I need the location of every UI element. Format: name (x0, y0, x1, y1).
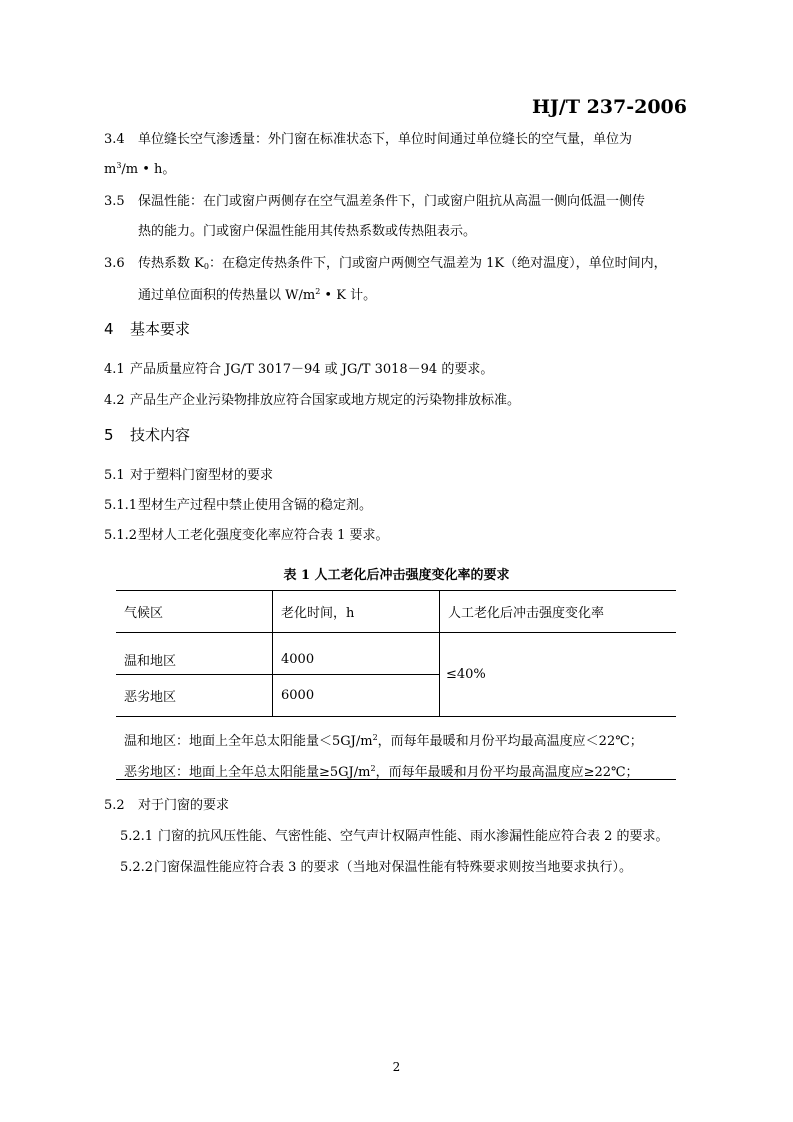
clause-text: 门窗的抗风压性能、气密性能、空气声计权隔声性能、雨水渗漏性能应符合表 2 的要求。 (158, 829, 669, 844)
hours-cell: 4000 (273, 633, 440, 675)
table-header-row (116, 591, 676, 633)
rate-cell-merged: ≤40% (440, 633, 677, 717)
clause-number: 5.2.1 (120, 829, 154, 844)
clause-number: 5.1.2 (104, 528, 138, 543)
clause-text: 单位缝长空气渗透量：外门窗在标准状态下，单位时间通过单位缝长的空气量，单位为 (138, 132, 633, 147)
unit-text: m (104, 162, 117, 177)
superscript: 2 (370, 764, 376, 773)
heading-number: 4 (104, 320, 114, 338)
clause-text: 产品质量应符合 JG/T 3017－94 或 JG/T 3018－94 的要求。 (130, 362, 494, 377)
table-caption: 表 1 人工老化后冲击强度变化率的要求 (283, 568, 510, 583)
clause-number: 3.4 (104, 132, 125, 147)
clause-text: 产品生产企业污染物排放应符合国家或地方规定的污染物排放标准。 (130, 393, 521, 408)
page-number: 2 (392, 1060, 401, 1074)
heading-title: 技术内容 (130, 426, 191, 444)
clause-3-5-cont: 热的能力。门或窗户保温性能用其传热系数或传热阻表示。 (138, 224, 477, 239)
clause-text: ：在稳定传热条件下，门或窗户两侧空气温差为 1K（绝对温度），单位时间内， (208, 256, 667, 271)
clause-number: 3.5 (104, 194, 125, 209)
heading-number: 5 (104, 426, 114, 444)
clause-text: 传热系数 K (138, 256, 204, 271)
clause-5-2-2 (120, 856, 632, 875)
table-row (116, 633, 676, 675)
zone-cell: 温和地区 (116, 633, 273, 675)
clause-5-1 (104, 464, 273, 483)
clause-3-6 (104, 252, 667, 271)
clause-text: 型材生产过程中禁止使用含镉的稳定剂。 (138, 498, 373, 513)
standard-code: HJ/T 237-2006 (531, 96, 687, 118)
clause-5-2-1 (120, 825, 669, 844)
aging-table (116, 590, 676, 717)
clause-3-6-cont (138, 284, 376, 303)
note-text: 恶劣地区：地面上全年总太阳能量≥5GJ/m (124, 765, 371, 780)
superscript: 2 (372, 733, 378, 742)
clause-number: 4.2 (104, 393, 125, 408)
clause-3-4 (104, 128, 632, 147)
unit-superscript: 3 (116, 161, 122, 170)
table-note (124, 730, 643, 749)
clause-number: 3.6 (104, 256, 125, 271)
heading-4 (104, 318, 190, 339)
clause-text: 门窗保温性能应符合表 3 的要求（当地对保温性能有特殊要求则按当地要求执行）。 (154, 860, 633, 875)
clause-text: 对于门窗的要求 (138, 798, 230, 813)
clause-5-1-2 (104, 524, 389, 543)
unit-text: /m • h。 (121, 162, 176, 177)
clause-4-2 (104, 389, 520, 408)
header-cell-rate: 人工老化后冲击强度变化率 (448, 606, 605, 621)
table-note (124, 761, 639, 780)
zone-cell: 恶劣地区 (116, 675, 273, 717)
header-cell-zone: 气候区 (116, 591, 273, 633)
table-bottom-rule (116, 779, 676, 780)
clause-text: 型材人工老化强度变化率应符合表 1 要求。 (138, 528, 389, 543)
note-text: ，而每年最暖和月份平均最高温度应≥22℃； (375, 765, 639, 780)
heading-5 (104, 424, 190, 445)
clause-5-2 (104, 794, 229, 813)
note-text: 温和地区：地面上全年总太阳能量＜5GJ/m (124, 734, 373, 749)
clause-number: 5.2 (104, 798, 125, 813)
note-text: ，而每年最暖和月份平均最高温度应＜22℃； (377, 734, 643, 749)
heading-title: 基本要求 (130, 320, 191, 338)
superscript: 2 (315, 287, 321, 296)
clause-4-1 (104, 358, 493, 377)
clause-text: 通过单位面积的传热量以 W/m (138, 288, 316, 303)
clause-number: 5.2.2 (120, 860, 154, 875)
clause-number: 5.1.1 (104, 498, 138, 513)
subscript: 0 (203, 262, 209, 271)
header-cell-hours: 老化时间，h (273, 591, 440, 633)
clause-text: • K 计。 (320, 288, 377, 303)
clause-number: 5.1 (104, 468, 125, 483)
clause-text: 保温性能：在门或窗户两侧存在空气温差条件下，门或窗户阻抗从高温一侧向低温一侧传 (138, 194, 646, 209)
clause-3-5 (104, 190, 645, 209)
clause-text: 对于塑料门窗型材的要求 (130, 468, 274, 483)
clause-3-4-unit (104, 158, 175, 177)
clause-number: 4.1 (104, 362, 125, 377)
hours-cell: 6000 (273, 675, 440, 717)
clause-5-1-1 (104, 494, 372, 513)
